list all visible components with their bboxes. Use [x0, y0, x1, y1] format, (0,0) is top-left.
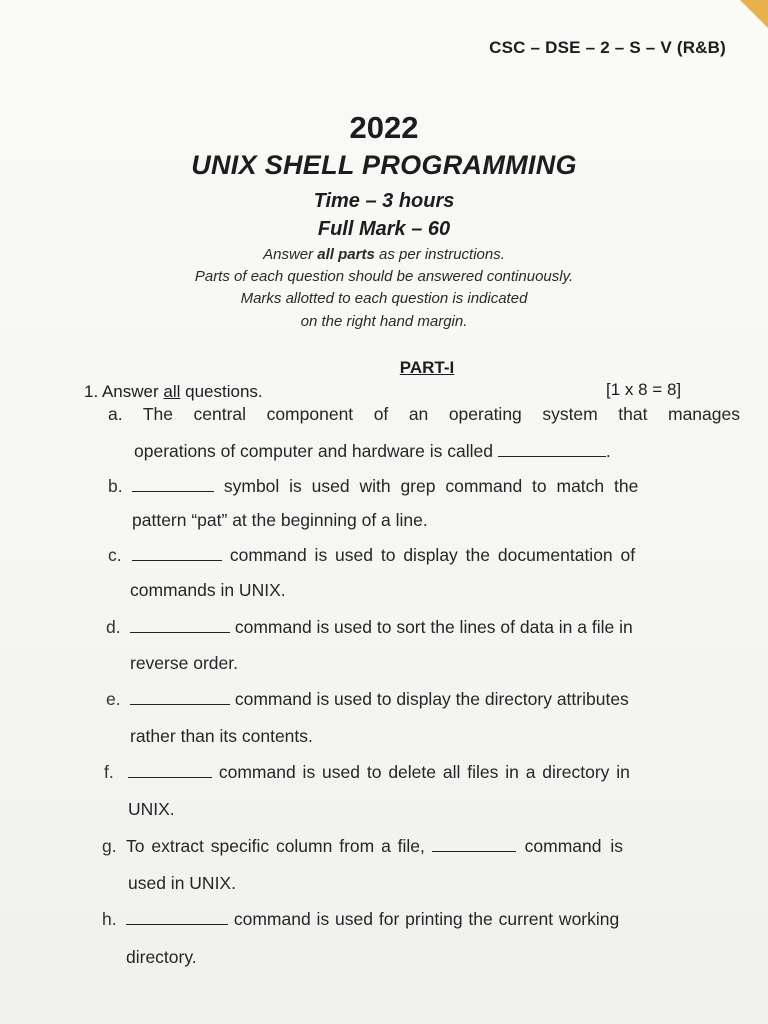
answer-blank — [130, 618, 230, 633]
item-a-line-1: a. The central component of an operating system that manages — [108, 404, 740, 424]
full-mark: Full Mark – 60 — [317, 218, 451, 240]
item-d-line-1: d. command is used to sort the lines of data in a file in — [106, 617, 633, 637]
instruction-line-3: Marks allotted to each question is indicated — [240, 290, 528, 307]
subject-title: UNIX SHELL PROGRAMMING — [191, 150, 577, 180]
exam-time: Time – 3 hours — [313, 190, 455, 212]
item-g-line-2: used in UNIX. — [128, 873, 236, 893]
instruction-line-2: Parts of each question should be answered continuously. — [194, 268, 574, 285]
item-h-line-2: directory. — [126, 947, 197, 967]
question-1-heading: 1. Answer all questions. — [84, 382, 263, 401]
paper-code: CSC – DSE – 2 – S – V (R&B) — [489, 38, 726, 57]
answer-blank — [126, 910, 228, 925]
item-b-line-2: pattern “pat” at the beginning of a line. — [132, 510, 428, 530]
question-1-marks: [1 x 8 = 8] — [606, 380, 682, 399]
item-h-line-1: h. command is used for printing the current working — [102, 909, 620, 929]
instruction-line-1: Answer all parts as per instructions. — [263, 246, 505, 263]
answer-blank — [432, 837, 516, 852]
answer-blank — [128, 763, 212, 778]
item-e-line-2: rather than its contents. — [130, 726, 313, 746]
item-f-line-2: UNIX. — [128, 799, 175, 819]
item-b-line-1: b. symbol is used with grep command to match the — [108, 476, 639, 496]
part-title: PART-I — [399, 358, 455, 377]
item-g-line-1: g. To extract specific column from a file, command is — [102, 836, 623, 856]
exam-year: 2022 — [349, 110, 419, 145]
item-f-line-1: f. command is used to delete all files in a directory in — [104, 762, 630, 782]
page-corner-decoration — [740, 0, 768, 28]
answer-blank — [130, 690, 230, 705]
item-e-line-1: e. command is used to display the directory attributes — [106, 689, 629, 709]
answer-blank — [132, 477, 214, 492]
answer-blank — [498, 442, 606, 457]
item-d-line-2: reverse order. — [130, 653, 238, 673]
item-c-line-1: c. command is used to display the documentation of — [108, 545, 636, 565]
instruction-line-4: on the right hand margin. — [300, 313, 468, 330]
item-c-line-2: commands in UNIX. — [130, 580, 286, 600]
item-a-line-2: operations of computer and hardware is called . — [134, 441, 611, 461]
answer-blank — [132, 546, 222, 561]
